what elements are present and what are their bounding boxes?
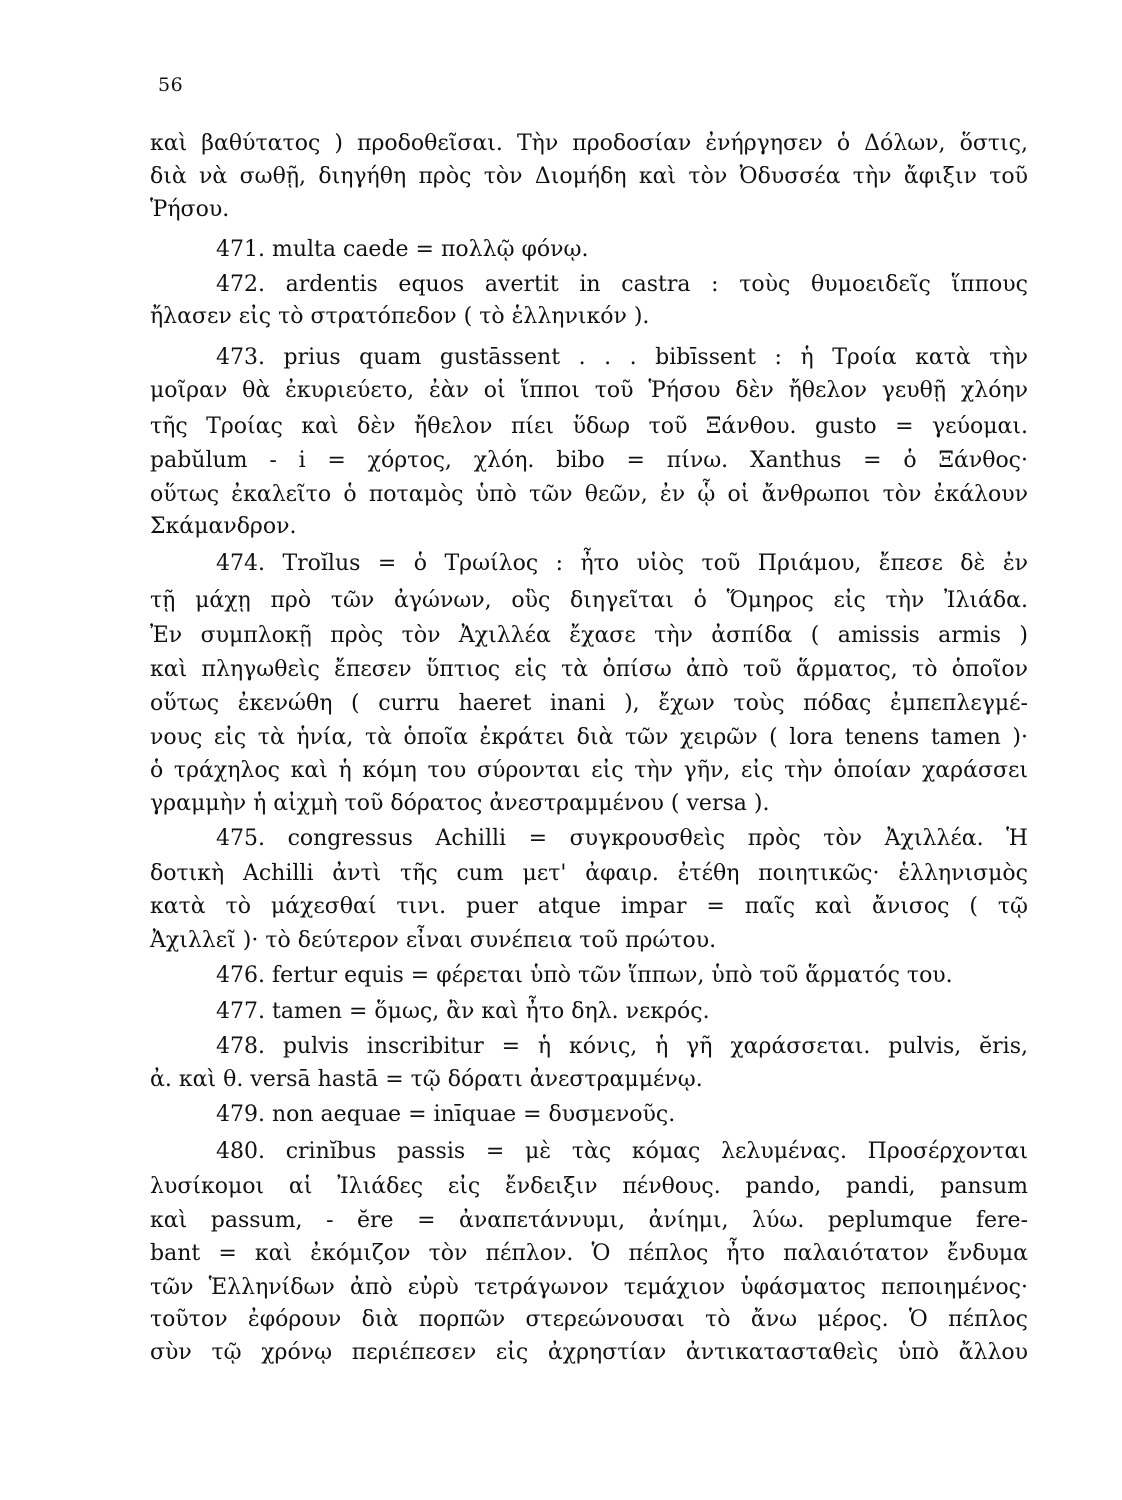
text-line: 477. tamen = ὅμως, ἂν καὶ ἦτο δηλ. νεκρός. — [216, 999, 710, 1024]
text-line: σὺν τῷ χρόνῳ περιέπεσεν εἰς ἀχρηστίαν ἀντικατασταθεὶς ὑπὸ ἄλλου — [150, 1340, 1028, 1365]
text-line: δοτικὴ Achilli ἀντὶ τῆς cum μετ' ἀφαιρ. ἐτέθη ποιητικῶς· ἑλληνισμὸς — [150, 861, 1028, 886]
text-line: τῇ μάχῃ πρὸ τῶν ἀγώνων, οὓς διηγεῖται ὁ Ὅμηρος εἰς τὴν Ἰλιάδα. — [150, 588, 1028, 613]
text-line: 478. pulvis inscribitur = ἡ κόνις, ἡ γῆ χαράσσεται. pulvis, ĕris, — [216, 1034, 1028, 1059]
text-line: μοῖραν θὰ ἐκυριεύετο, ἐὰν οἱ ἵπποι τοῦ Ῥήσου δὲν ἤθελον γευθῇ χλόην — [150, 378, 1028, 403]
text-line: 480. crinĭbus passis = μὲ τὰς κόμας λελυμένας. Προσέρχονται — [216, 1139, 1028, 1164]
text-line: Ῥήσου. — [150, 197, 230, 222]
text-line: κατὰ τὸ μάχεσθαί τινι. puer atque impar = παῖς καὶ ἄνισος ( τῷ — [150, 894, 1028, 919]
text-line: pabŭlum - i = χόρτος, χλόη. bibo = πίνω. Xanthus = ὁ Ξάνθος· — [150, 448, 1028, 473]
text-line: τοῦτον ἐφόρουν διὰ πορπῶν στερεώνουσαι τὸ ἄνω μέρος. Ὁ πέπλος — [150, 1307, 1028, 1332]
text-line: διὰ νὰ σωθῇ, διηγήθη πρὸς τὸν Διομήδη καὶ τὸν Ὀδυσσέα τὴν ἄφιξιν τοῦ — [150, 164, 1028, 189]
page-number: 56 — [158, 74, 184, 96]
text-line: ἤλασεν εἰς τὸ στρατόπεδον ( τὸ ἑλληνικόν ). — [150, 304, 650, 329]
text-line: Σκάμανδρον. — [150, 514, 297, 539]
text-line: ὁ τράχηλος καὶ ἡ κόμη του σύρονται εἰς τὴν γῆν, εἰς τὴν ὁποίαν χαράσσει — [150, 758, 1028, 783]
text-line: Ἐν συμπλοκῇ πρὸς τὸν Ἀχιλλέα ἔχασε τὴν ἀσπίδα ( amissis armis ) — [150, 623, 1028, 648]
text-line: λυσίκομοι αἱ Ἰλιάδες εἰς ἔνδειξιν πένθους. pando, pandi, pansum — [150, 1174, 1028, 1199]
text-line: καὶ πληγωθεὶς ἔπεσεν ὕπτιος εἰς τὰ ὀπίσω ἀπὸ τοῦ ἅρματος, τὸ ὁποῖον — [150, 657, 1028, 682]
text-line: 472. ardentis equos avertit in castra : τοὺς θυμοειδεῖς ἵππους — [216, 272, 1028, 297]
text-line: Ἀχιλλεῖ )· τὸ δεύτερον εἶναι συνέπεια τοῦ πρώτου. — [150, 928, 717, 953]
text-line: 476. fertur equis = φέρεται ὑπὸ τῶν ἵππων, ὑπὸ τοῦ ἅρματός του. — [216, 963, 953, 988]
text-line: καὶ βαθύτατος ) προδοθεῖσαι. Τὴν προδοσίαν ἐνήργησεν ὁ Δόλων, ὅστις, — [150, 131, 1028, 156]
text-line: 475. congressus Achilli = συγκρουσθεὶς πρὸς τὸν Ἀχιλλέα. Ἡ — [216, 826, 1028, 851]
text-line: 471. multa caede = πολλῷ φόνῳ. — [216, 237, 589, 262]
text-line: νους εἰς τὰ ἡνία, τὰ ὁποῖα ἐκράτει διὰ τῶν χειρῶν ( lora tenens tamen )· — [150, 725, 1028, 750]
text-line: οὕτως ἐκενώθη ( curru haeret inani ), ἔχων τοὺς πόδας ἐμπεπλεγμέ- — [150, 691, 1028, 716]
text-line: τῶν Ἑλληνίδων ἀπὸ εὐρὺ τετράγωνον τεμάχιον ὑφάσματος πεποιημένος· — [150, 1275, 1028, 1300]
text-line: οὕτως ἐκαλεῖτο ὁ ποταμὸς ὑπὸ τῶν θεῶν, ἐν ᾧ οἱ ἄνθρωποι τὸν ἐκάλουν — [150, 482, 1028, 507]
text-line: καὶ passum, - ĕre = ἀναπετάννυμι, ἀνίημι, λύω. peplumque fere- — [150, 1208, 1028, 1233]
text-line: γραμμὴν ἡ αἰχμὴ τοῦ δόρατος ἀνεστραμμένου ( versa ). — [150, 791, 770, 816]
text-line: τῆς Τροίας καὶ δὲν ἤθελον πίει ὕδωρ τοῦ Ξάνθου. gusto = γεύομαι. — [150, 414, 1028, 439]
text-line: 474. Troĭlus = ὁ Τρωίλος : ἦτο υἱὸς τοῦ Πριάμου, ἔπεσε δὲ ἐν — [216, 551, 1028, 576]
text-line: bant = καὶ ἐκόμιζον τὸν πέπλον. Ὁ πέπλος ἦτο παλαιότατον ἔνδυμα — [150, 1241, 1028, 1266]
text-line: 479. non aequae = inīquae = δυσμενοῦς. — [216, 1102, 676, 1127]
text-line: ἀ. καὶ θ. versā hastā = τῷ δόρατι ἀνεστραμμένῳ. — [150, 1067, 703, 1092]
text-line: 473. prius quam gustāssent . . . bibīssent : ἡ Τροία κατὰ τὴν — [216, 345, 1028, 370]
